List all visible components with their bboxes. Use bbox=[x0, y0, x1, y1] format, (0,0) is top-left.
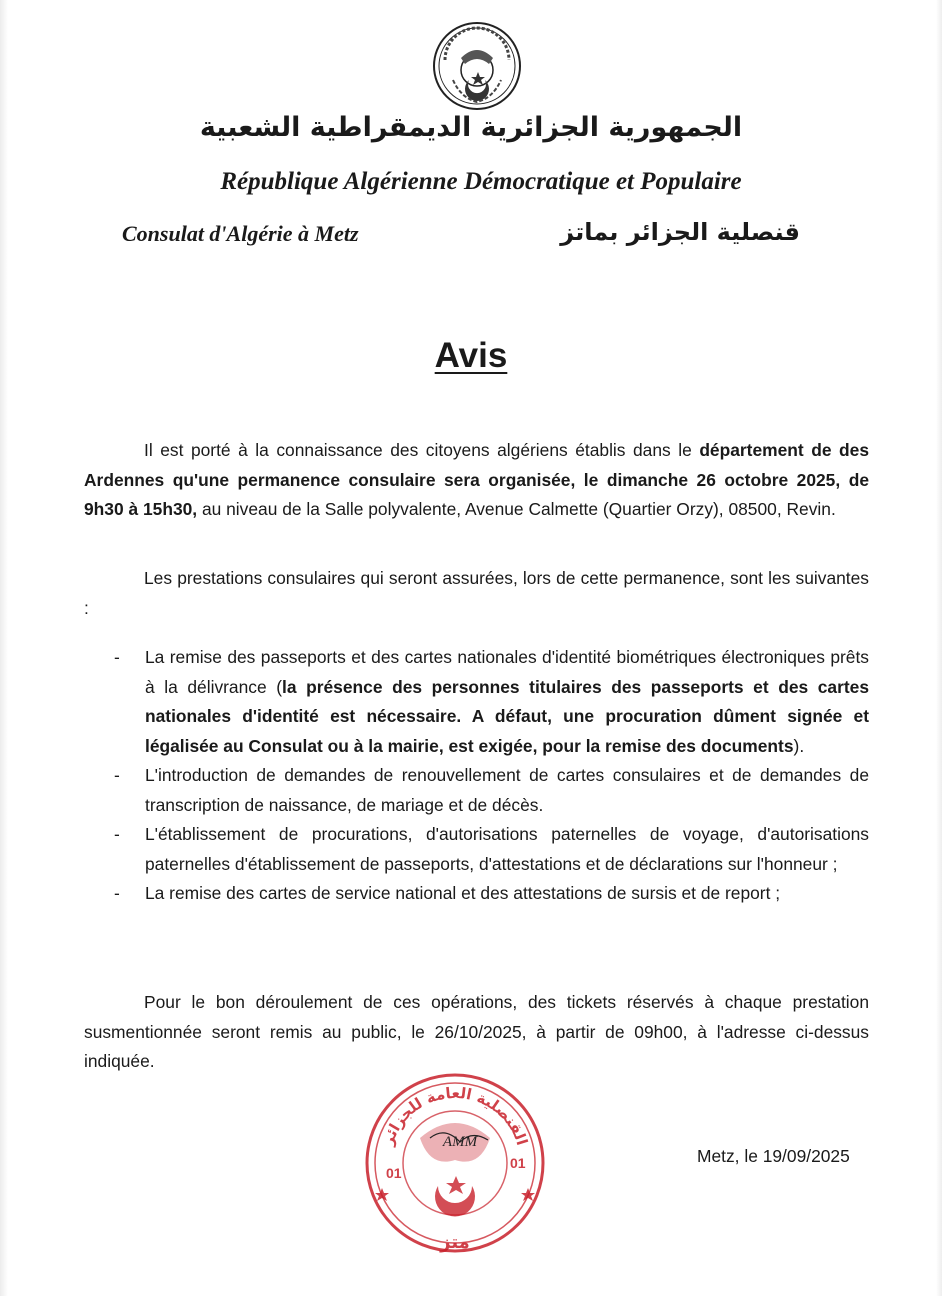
consulate-name-ar: قنصلية الجزائر بماتز bbox=[560, 218, 800, 246]
paragraph-announcement-bold: département de des Ardennes qu'une permanence consulaire sera organisée, le dimanche 26 octobre 2025, de 9h30 à 15h30, bbox=[84, 440, 869, 519]
list-item-text: L'établissement de procurations, d'autorisations paternelles de voyage, d'autorisations paternelles d'établissement de passeports, d'attestations et de déclarations sur l'honneur ; bbox=[145, 824, 869, 874]
paragraph-announcement-text: Il est porté à la connaissance des citoyens algériens établis dans le bbox=[144, 440, 700, 460]
list-item-end: ). bbox=[793, 735, 805, 756]
list-item bbox=[84, 820, 869, 879]
consulate-name-fr: Consulat d'Algérie à Metz bbox=[122, 221, 359, 246]
stamp-number-left: 01 bbox=[386, 1165, 402, 1181]
paragraph-services-intro bbox=[84, 564, 869, 623]
list-item-text: La remise des passeports et des cartes nationales d'identité biométriques électroniques prêts à la délivrance ( bbox=[145, 647, 869, 697]
list-dash: - bbox=[114, 883, 120, 903]
stamp-number-right: 01 bbox=[510, 1155, 526, 1171]
list-item bbox=[84, 643, 869, 761]
paragraph-tickets-text: Pour le bon déroulement de ces opérations, des tickets réservés à chaque prestation susmentionnée seront remis au public, le 26/10/2025, à partir de 09h00, à l'adresse ci-dessus indiquée. bbox=[84, 992, 869, 1071]
national-emblem-icon bbox=[431, 20, 523, 112]
list-item-text: L'introduction de demandes de renouvellement de cartes consulaires et de demandes de transcription de naissance, de mariage et de décès. bbox=[145, 765, 869, 815]
paragraph-announcement bbox=[84, 436, 869, 525]
list-item-bold: la présence des personnes titulaires des passeports et des cartes nationales d'identité est nécessaire. A défaut, une procuration dûment signée et légalisée au Consulat ou à la mairie, est exigée, pour la remise des documents bbox=[145, 676, 869, 756]
official-stamp-icon bbox=[360, 1068, 550, 1258]
notice-title: Avis bbox=[434, 336, 508, 375]
paragraph-tickets bbox=[84, 988, 869, 1077]
list-item bbox=[84, 761, 869, 820]
list-dash: - bbox=[114, 765, 120, 785]
signature-initials: AMM bbox=[442, 1134, 478, 1150]
stamp-arabic-text: القنصلية العامة للجزائر bbox=[378, 1083, 532, 1148]
list-item-text: La remise des cartes de service national et des attestations de sursis et de report ; bbox=[145, 883, 781, 903]
signature-date: Metz, le 19/09/2025 bbox=[697, 1146, 850, 1166]
paragraph-services-intro-text: Les prestations consulaires qui seront assurées, lors de cette permanence, sont les suivantes : bbox=[84, 568, 869, 618]
french-republic-title: République Algérienne Démocratique et Populaire bbox=[220, 168, 742, 195]
list-dash: - bbox=[114, 824, 120, 844]
list-item bbox=[84, 879, 869, 909]
services-list bbox=[84, 643, 869, 909]
arabic-republic-title: الجمهورية الجزائرية الديمقراطية الشعبية bbox=[199, 112, 743, 143]
paragraph-announcement-location: au niveau de la Salle polyvalente, Avenue Calmette (Quartier Orzy), 08500, Revin. bbox=[197, 499, 836, 519]
stamp-city-text: متز bbox=[440, 1232, 470, 1253]
list-dash: - bbox=[114, 647, 120, 667]
